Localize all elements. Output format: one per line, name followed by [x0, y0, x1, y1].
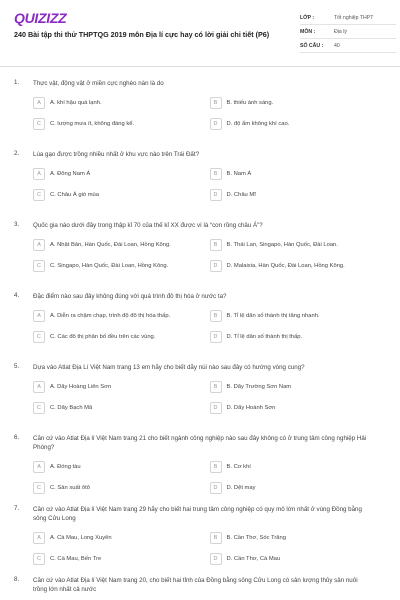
answer-text: B. Dãy Trường Sơn Nam	[226, 384, 292, 390]
answer-text: A. Cà Mau, Long Xuyên	[50, 535, 112, 541]
answer-text: D. Châu Mĩ	[226, 192, 256, 198]
question-item	[0, 563, 400, 600]
answer-option-c[interactable]	[33, 189, 197, 201]
answer-letter-box: D	[210, 118, 222, 130]
meta-row-subject	[300, 26, 396, 39]
answer-text: C. Singapo, Hàn Quốc, Đài Loan, Hồng Kông.	[50, 263, 169, 269]
answer-text: C. Dãy Bạch Mã	[50, 405, 93, 411]
answer-text: A. Đóng tàu	[50, 464, 81, 470]
answer-text: B. thiếu ánh sáng.	[226, 100, 274, 106]
meta-label: MÔN :	[300, 29, 316, 35]
question-number: 7.	[14, 505, 20, 512]
answer-options	[33, 168, 373, 201]
answer-option-d[interactable]	[210, 402, 374, 414]
answer-option-d[interactable]	[210, 189, 374, 201]
answer-letter-box: C	[33, 118, 45, 130]
question-text: Đặc điểm nào sau đây không đúng với quá trình đô thị hóa ở nước ta?	[33, 293, 227, 300]
answer-text: C. Sản xuất ôtô	[50, 485, 90, 491]
answer-option-c[interactable]	[33, 331, 197, 343]
answer-option-c[interactable]	[33, 260, 197, 272]
answer-letter-box: B	[210, 239, 222, 251]
meta-label: SỐ CÂU :	[300, 43, 324, 49]
question-item	[0, 137, 400, 208]
answer-letter-box: D	[210, 331, 222, 343]
answer-option-d[interactable]	[210, 260, 374, 272]
answer-letter-box: B	[210, 461, 222, 473]
question-number: 8.	[14, 576, 20, 583]
answer-text: B. Cần Thơ, Sóc Trăng	[226, 535, 286, 541]
answer-letter-box: A	[33, 532, 45, 544]
answer-text: C. Châu Á gió mùa	[50, 192, 99, 198]
answer-text: B. Cơ khí	[226, 464, 251, 470]
answer-letter-box: B	[210, 381, 222, 393]
answer-letter-box: B	[210, 310, 222, 322]
question-text: Căn cứ vào Atlat Địa lí Việt Nam trang 21 cho biết ngành công nghiệp nào sau đây không có ở trung tâm công nghiệp Hải Phòng?	[33, 435, 367, 451]
answer-text: B. Thái Lan, Singapo, Hàn Quốc, Đài Loan.	[226, 242, 338, 248]
answer-text: D. độ ẩm không khí cao.	[226, 121, 290, 127]
answer-letter-box: C	[33, 331, 45, 343]
question-text: Dựa vào Atlat Địa Lí Việt Nam trang 13 em hãy cho biết dãy núi nào sau đây có hướng vòng cung?	[33, 364, 305, 371]
question-number: 5.	[14, 363, 20, 370]
answer-letter-box: D	[210, 402, 222, 414]
answer-letter-box: A	[33, 310, 45, 322]
answer-options	[33, 381, 373, 414]
answer-text: D. Dệt may	[226, 485, 256, 491]
answer-letter-box: A	[33, 168, 45, 180]
answer-letter-box: C	[33, 482, 45, 494]
question-item	[0, 279, 400, 350]
meta-row-count	[300, 40, 396, 53]
answer-option-b[interactable]	[210, 97, 374, 109]
answer-letter-box: A	[33, 239, 45, 251]
answer-option-d[interactable]	[210, 331, 374, 343]
answer-options	[33, 532, 373, 565]
question-text: Lúa gạo được trồng nhiều nhất ở khu vực nào trên Trái Đất?	[33, 151, 200, 158]
meta-value: 40	[334, 43, 340, 49]
question-item	[0, 208, 400, 279]
answer-option-c[interactable]	[33, 402, 197, 414]
answer-option-a[interactable]	[33, 532, 197, 544]
answer-option-b[interactable]	[210, 310, 374, 322]
answer-options	[33, 239, 373, 272]
question-number: 3.	[14, 221, 20, 228]
answer-text: D. Cần Thơ, Cà Mau	[226, 556, 281, 562]
answer-letter-box: A	[33, 97, 45, 109]
answer-text: A. Diễn ra chậm chạp, trình độ đô thị hóa thấp.	[50, 313, 171, 319]
answer-text: C. Cà Mau, Bến Tre	[50, 556, 102, 562]
question-item	[0, 66, 400, 137]
answer-option-a[interactable]	[33, 381, 197, 393]
answer-text: C. lượng mưa ít, không đáng kể.	[50, 121, 135, 127]
meta-value: Tốt nghiệp THPT	[334, 15, 374, 21]
answer-letter-box: B	[210, 168, 222, 180]
question-number: 1.	[14, 79, 20, 86]
answer-options	[33, 97, 373, 130]
meta-value: Địa lý	[334, 29, 347, 35]
page-header	[0, 0, 400, 62]
answer-text: A. Nhật Bản, Hàn Quốc, Đài Loan, Hồng Kông.	[50, 242, 171, 248]
answer-text: A. Dãy Hoàng Liên Sơn	[50, 384, 112, 390]
answer-option-a[interactable]	[33, 461, 197, 473]
answer-option-a[interactable]	[33, 168, 197, 180]
answer-text: D. Tỉ lệ dân số thành thị thấp.	[226, 334, 303, 340]
answer-letter-box: C	[33, 553, 45, 565]
answer-text: D. Dãy Hoành Sơn	[226, 405, 276, 411]
answer-option-b[interactable]	[210, 532, 374, 544]
question-number: 4.	[14, 292, 20, 299]
answer-option-d[interactable]	[210, 118, 374, 130]
answer-text: A. Đông Nam Á	[50, 171, 91, 177]
answer-letter-box: B	[210, 97, 222, 109]
document-title: 240 Bài tập thi thử THPTQG 2019 môn Địa lí cực hay có lời giải chi tiết (P6)	[14, 30, 270, 39]
answer-option-c[interactable]	[33, 118, 197, 130]
answer-letter-box: C	[33, 402, 45, 414]
question-number: 6.	[14, 434, 20, 441]
meta-row-class	[300, 12, 396, 25]
question-text: Thực vật, động vật ở miền cực nghèo nàn là do	[33, 80, 164, 87]
answer-text: A. khí hậu quá lạnh.	[50, 100, 102, 106]
answer-option-b[interactable]	[210, 239, 374, 251]
answer-letter-box: B	[210, 532, 222, 544]
answer-letter-box: D	[210, 189, 222, 201]
answer-letter-box: A	[33, 381, 45, 393]
question-item	[0, 421, 400, 492]
answer-option-b[interactable]	[210, 381, 374, 393]
question-text: Căn cứ vào Atlat Địa lí Việt Nam trang 20, cho biết hai tỉnh của Đồng bằng sông Cửu Long có sản lượng thủy sản nuôi trồng lớn nhất cả nước	[33, 577, 358, 593]
question-item	[0, 350, 400, 421]
meta-label: LỚP :	[300, 15, 315, 21]
answer-option-b[interactable]	[210, 168, 374, 180]
answer-letter-box: D	[210, 553, 222, 565]
answer-letter-box: D	[210, 482, 222, 494]
answer-option-b[interactable]	[210, 461, 374, 473]
answer-options	[33, 310, 373, 343]
answer-letter-box: A	[33, 461, 45, 473]
answer-letter-box: D	[210, 260, 222, 272]
answer-text: B. Tỉ lệ dân số thành thị tăng nhanh.	[226, 313, 320, 319]
answer-text: B. Nam Á	[226, 171, 252, 177]
answer-letter-box: C	[33, 189, 45, 201]
answer-option-a[interactable]	[33, 310, 197, 322]
meta-panel	[300, 12, 396, 54]
question-text: Căn cứ vào Atlat Địa lí Việt Nam trang 29 hãy cho biết hai trung tâm công nghiệp có quy mô lớn nhất ở vùng Đồng bằng sông Cửu Long	[33, 506, 362, 522]
answer-option-a[interactable]	[33, 239, 197, 251]
question-item	[0, 492, 400, 563]
answer-option-a[interactable]	[33, 97, 197, 109]
brand-logo: QUIZIZZ	[14, 10, 67, 26]
question-text: Quốc gia nào dưới đây trong thập kỉ 70 của thế kỉ XX được ví là “con rồng châu Á”?	[33, 222, 263, 229]
question-number: 2.	[14, 150, 20, 157]
answer-text: C. Các đô thị phân bố đều trên các vùng.	[50, 334, 156, 340]
answer-letter-box: C	[33, 260, 45, 272]
answer-text: D. Malaixia, Hàn Quốc, Đài Loan, Hồng Kông.	[226, 263, 345, 269]
answer-options	[33, 461, 373, 494]
question-list	[0, 66, 400, 600]
